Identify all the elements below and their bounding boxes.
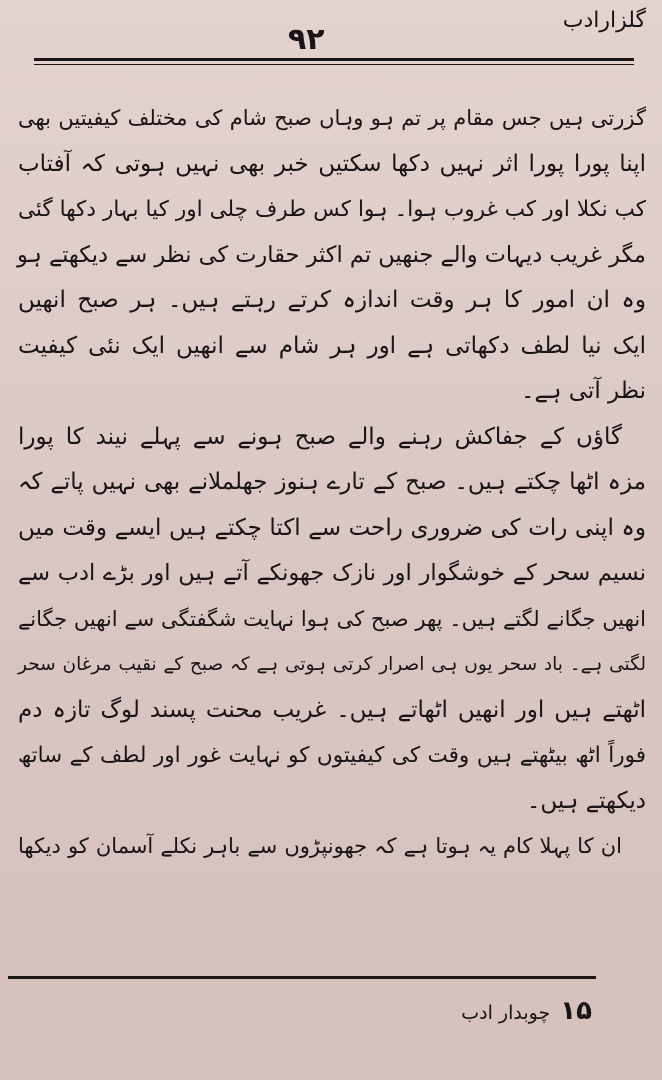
text-line: ایک نیا لطف دکھاتی ہے اور ہر شام سے انھیں ایک نئی کیفیت xyxy=(18,332,646,359)
page-number: ۹۲ xyxy=(288,22,325,57)
book-title: گلزارادب xyxy=(562,8,646,33)
text-line: نسیم سحر کے خوشگوار اور نازک جھونکے آتے ہیں اور بڑے ادب سے xyxy=(18,560,646,586)
text-line: فوراً اٹھ بیٹھتے ہیں وقت کی کیفیتوں کو نہایت غور اور لطف کے ساتھ xyxy=(18,743,646,768)
text-line: انھیں جگانے لگتے ہیں۔ پھر صبح کی ہوا نہایت شگفتگی سے انھیں جگانے xyxy=(18,606,646,631)
footer-signature xyxy=(461,996,592,1026)
text-line: مزہ اٹھا چکتے ہیں۔ صبح کے تارے ہنوز جھلملانے بھی نہیں پاتے کہ xyxy=(18,469,646,495)
text-line: گزرتی ہیں جس مقام پر تم ہو وہاں صبح شام کی مختلف کیفیتیں بھی xyxy=(18,106,646,130)
text-line: وہ ان امور کا ہر وقت اندازہ کرتے رہتے ہیں۔ ہر صبح انھیں xyxy=(18,287,646,313)
footer-mark: ۱۵ xyxy=(560,996,592,1026)
text-line: کب نکلا اور کب غروب ہوا۔ ہوا کس طرف چلی اور کیا بہار دکھا گئی xyxy=(18,197,646,222)
text-line: اٹھتے ہیں اور انھیں اٹھاتے ہیں۔ غریب محنت پسند لوگ تازہ دم xyxy=(18,696,646,723)
text-line: گاؤں کے جفاکش رہنے والے صبح ہونے سے پہلے نیند کا پورا xyxy=(18,423,622,450)
body-text xyxy=(18,96,646,870)
text-line: اپنا پورا پورا اثر نہیں دکھا سکتیں خبر بھی نہیں ہوتی کہ آفتاب xyxy=(18,150,646,177)
header-rule-thick xyxy=(34,58,634,61)
text-line: نظر آتی ہے۔ xyxy=(521,378,646,404)
footer-text: چوبدار ادب xyxy=(461,1002,551,1024)
page-header xyxy=(0,0,662,70)
text-line: مگر غریب دیہات والے جنھیں تم اکثر حقارت کی نظر سے دیکھتے ہو xyxy=(17,241,646,268)
header-rule-thin xyxy=(34,64,634,65)
text-line: ان کا پہلا کام یہ ہوتا ہے کہ جھونپڑوں سے باہر نکلے آسمان کو دیکھا xyxy=(18,834,622,858)
text-line: لگتی ہے۔ باد سحر یوں ہی اصرار کرتی ہوتی ہے کہ صبح کے نقیب مرغان سحر xyxy=(18,654,646,675)
text-line: وہ اپنی رات کی ضروری راحت سے اکتا چکتے ہیں ایسے وقت میں xyxy=(18,514,646,541)
footer-rule xyxy=(8,976,596,979)
text-line: دیکھتے ہیں۔ xyxy=(526,787,646,814)
